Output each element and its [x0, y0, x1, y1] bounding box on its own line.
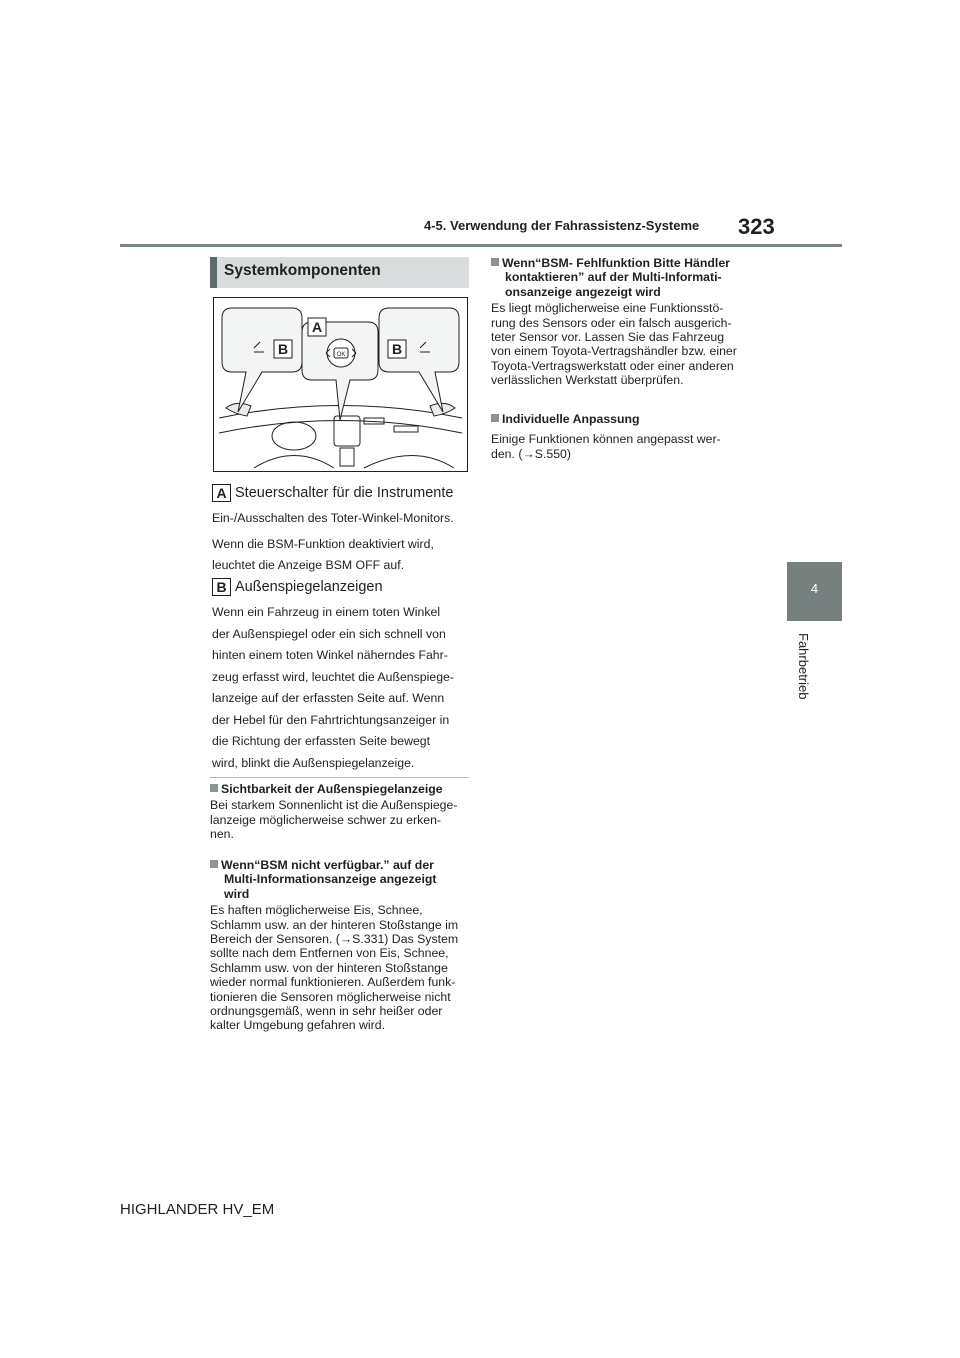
chapter-number: 4: [810, 581, 819, 596]
page-number: 323: [738, 214, 775, 239]
figure-label-a: A: [311, 319, 323, 335]
square-bullet-icon: [210, 784, 218, 792]
chapter-label: Fahrbetrieb: [796, 633, 811, 700]
dashboard-illustration: [213, 297, 468, 472]
notes-divider: [210, 777, 469, 778]
header-rule: [120, 244, 842, 247]
note-customization: Individuelle Anpassung Einige Funktionen können angepasst wer- den. (→S.550): [491, 412, 721, 461]
note-visibility: Sichtbarkeit der Außenspiegelanzeige Bei starkem Sonnenlicht ist die Außenspiege- lanzeige möglicherweise schwer zu erken- nen.: [210, 782, 458, 842]
figure-label-b-right: B: [391, 341, 403, 357]
note-bsm-malfunction: Wenn“BSM- Fehlfunktion Bitte Händler kontaktieren” auf der Multi-Informati- onsanzeige angezeigt wird Es liegt möglicherweise eine Funktionsstö- rung des Sensors oder ein falsch ausgerich- teter Sensor vor. Lassen Sie das Fahrzeug von einem Toyota-Vertragshändler bzw. einer Toyota-Vertragswerkstatt oder einer anderen verlässlichen Werkstatt überprüfen.: [491, 256, 737, 388]
section-heading: Systemkomponenten: [224, 262, 381, 279]
note-bsm-unavailable: Wenn“BSM nicht verfügbar.” auf der Multi-Informationsanzeige angezeigt wird Es haften möglicherweise Eis, Schnee, Schlamm usw. an der hinteren Stoßstange im Bereich der Sensoren. (→S.331) Das System sollte nach dem Entfernen von Eis, Schnee, Schlamm usw. von der hinteren Stoßstange wieder normal funktionieren. Außerdem funk- tionieren die Sensoren möglicherweise nicht ordnungsgemäß, wenn in sehr heißer oder kalter Umgebung gefahren wird.: [210, 858, 459, 1033]
square-bullet-icon: [491, 414, 499, 422]
item-a-text: Ein-/Ausschalten des Toter-Winkel-Monitors. Wenn die BSM-Funktion deaktiviert wird, leuchtet die Anzeige BSM OFF auf.: [212, 511, 454, 572]
square-bullet-icon: [491, 258, 499, 266]
section-title: 4-5. Verwendung der Fahrassistenz-Systeme: [424, 218, 700, 233]
item-b-text: Wenn ein Fahrzeug in einem toten Winkel der Außenspiegel oder ein sich schnell von hinten einem toten Winkel näherndes Fahr- zeug erfasst wird, leuchtet die Außenspiege- lanzeige auf der erfassten Seite auf. Wenn der Hebel für den Fahrtrichtungsanzeiger in die Richtung der erfassten Seite bewegt wird, blinkt die Außenspiegelanzeige.: [212, 605, 454, 770]
item-b-title: Außenspiegelanzeigen: [235, 579, 383, 595]
square-bullet-icon: [210, 860, 218, 868]
model-footer: HIGHLANDER HV_EM: [120, 1201, 275, 1218]
figure-label-b-left: B: [277, 341, 289, 357]
dashboard-drawing: [214, 298, 467, 471]
label-b-box: B: [212, 578, 231, 596]
ok-button-label: OK: [336, 352, 346, 358]
label-a-box: A: [212, 484, 231, 502]
item-a-title: Steuerschalter für die Instrumente: [235, 485, 454, 501]
